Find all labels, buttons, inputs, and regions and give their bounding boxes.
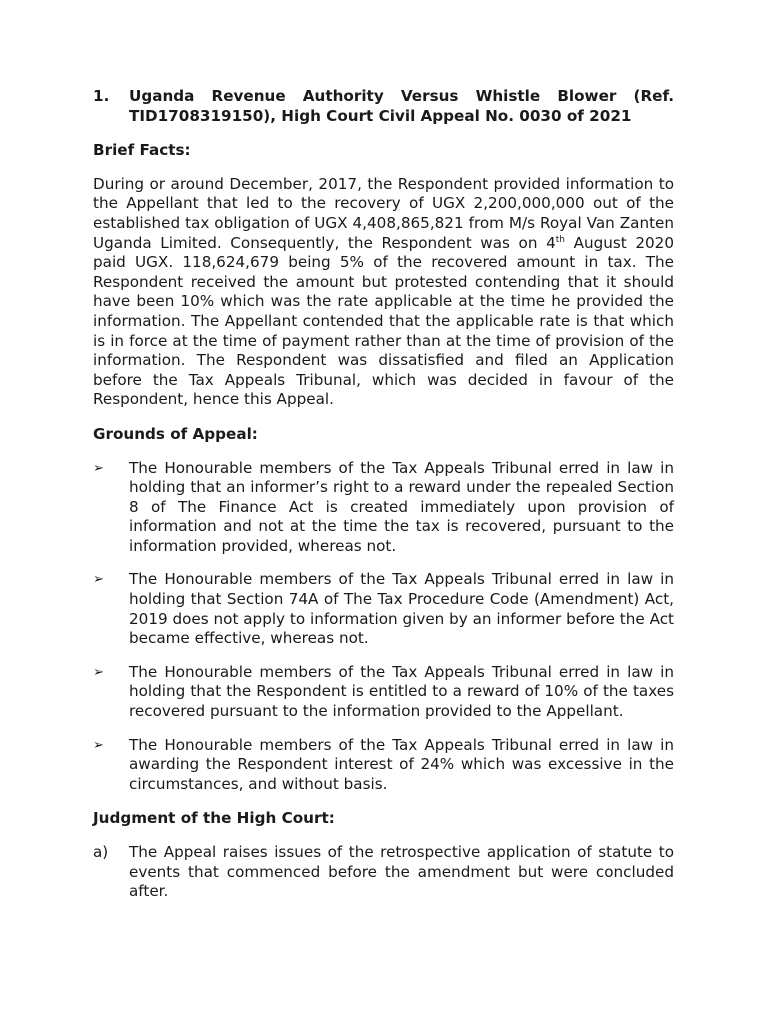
document-page bbox=[93, 87, 674, 902]
ground-item bbox=[93, 459, 674, 557]
judgment-heading: Judgment of the High Court: bbox=[93, 809, 335, 828]
arrow-bullet-icon: ➢ bbox=[93, 737, 104, 753]
ground-text: The Honourable members of the Tax Appeals Tribunal erred in law in holding that the Respondent is entitled to a reward of 10% of the taxes recovered pursuant to the information provided to the Appellant. bbox=[129, 662, 674, 721]
case-title: Uganda Revenue Authority Versus Whistle Blower (Ref. TID1708319150), High Court Civil Appeal No. 0030 of 2021 bbox=[129, 87, 674, 125]
brief-facts-text-a: During or around December, 2017, the Respondent provided information to the Appellant that led to the recovery of UGX 2,200,000,000 out of the established tax obligation of UGX 4,408,865,821 from M/s Royal Van Zanten Uganda Limited. Consequently, the Respondent was on 4 bbox=[93, 174, 674, 252]
ground-text: The Honourable members of the Tax Appeals Tribunal erred in law in holding that an informer’s right to a reward under the repealed Section 8 of The Finance Act is created immediately upon provision of information and not at the time the tax is recovered, pursuant to the information provided, whereas not. bbox=[129, 458, 674, 555]
brief-facts-heading: Brief Facts: bbox=[93, 141, 191, 160]
ground-text: The Honourable members of the Tax Appeals Tribunal erred in law in awarding the Respondent interest of 24% which was excessive in the circumstances, and without basis. bbox=[129, 735, 674, 793]
judgment-item-marker: a) bbox=[93, 843, 109, 861]
arrow-bullet-icon: ➢ bbox=[93, 572, 104, 588]
ground-item bbox=[93, 570, 674, 648]
brief-facts-paragraph bbox=[93, 175, 674, 410]
case-heading bbox=[93, 87, 674, 126]
grounds-heading: Grounds of Appeal: bbox=[93, 424, 258, 443]
brief-facts-sup: th bbox=[555, 234, 565, 245]
arrow-bullet-icon: ➢ bbox=[93, 664, 104, 680]
ground-item bbox=[93, 663, 674, 722]
ground-item bbox=[93, 736, 674, 795]
arrow-bullet-icon: ➢ bbox=[93, 460, 104, 476]
case-number: 1. bbox=[93, 87, 110, 105]
judgment-item-text: The Appeal raises issues of the retrospective application of statute to events that commenced before the amendment but were concluded after. bbox=[129, 843, 674, 901]
judgment-item bbox=[93, 843, 674, 902]
brief-facts-text-b: August 2020 paid UGX. 118,624,679 being 5% of the recovered amount in tax. The Respondent received the amount but protested contending that it should have been 10% which was the rate applicable at the time he provided the information. The Appellant contended that the applicable rate is that which is in force at the time of payment rather than at the time of provision of the information. The Respondent was dissatisfied and filed an Application before the Tax Appeals Tribunal, which was decided in favour of the Respondent, hence this Appeal. bbox=[93, 233, 674, 409]
ground-text: The Honourable members of the Tax Appeals Tribunal erred in law in holding that Section 74A of The Tax Procedure Code (Amendment) Act, 2019 does not apply to information given by an informer before the Act became effective, whereas not. bbox=[129, 570, 674, 648]
